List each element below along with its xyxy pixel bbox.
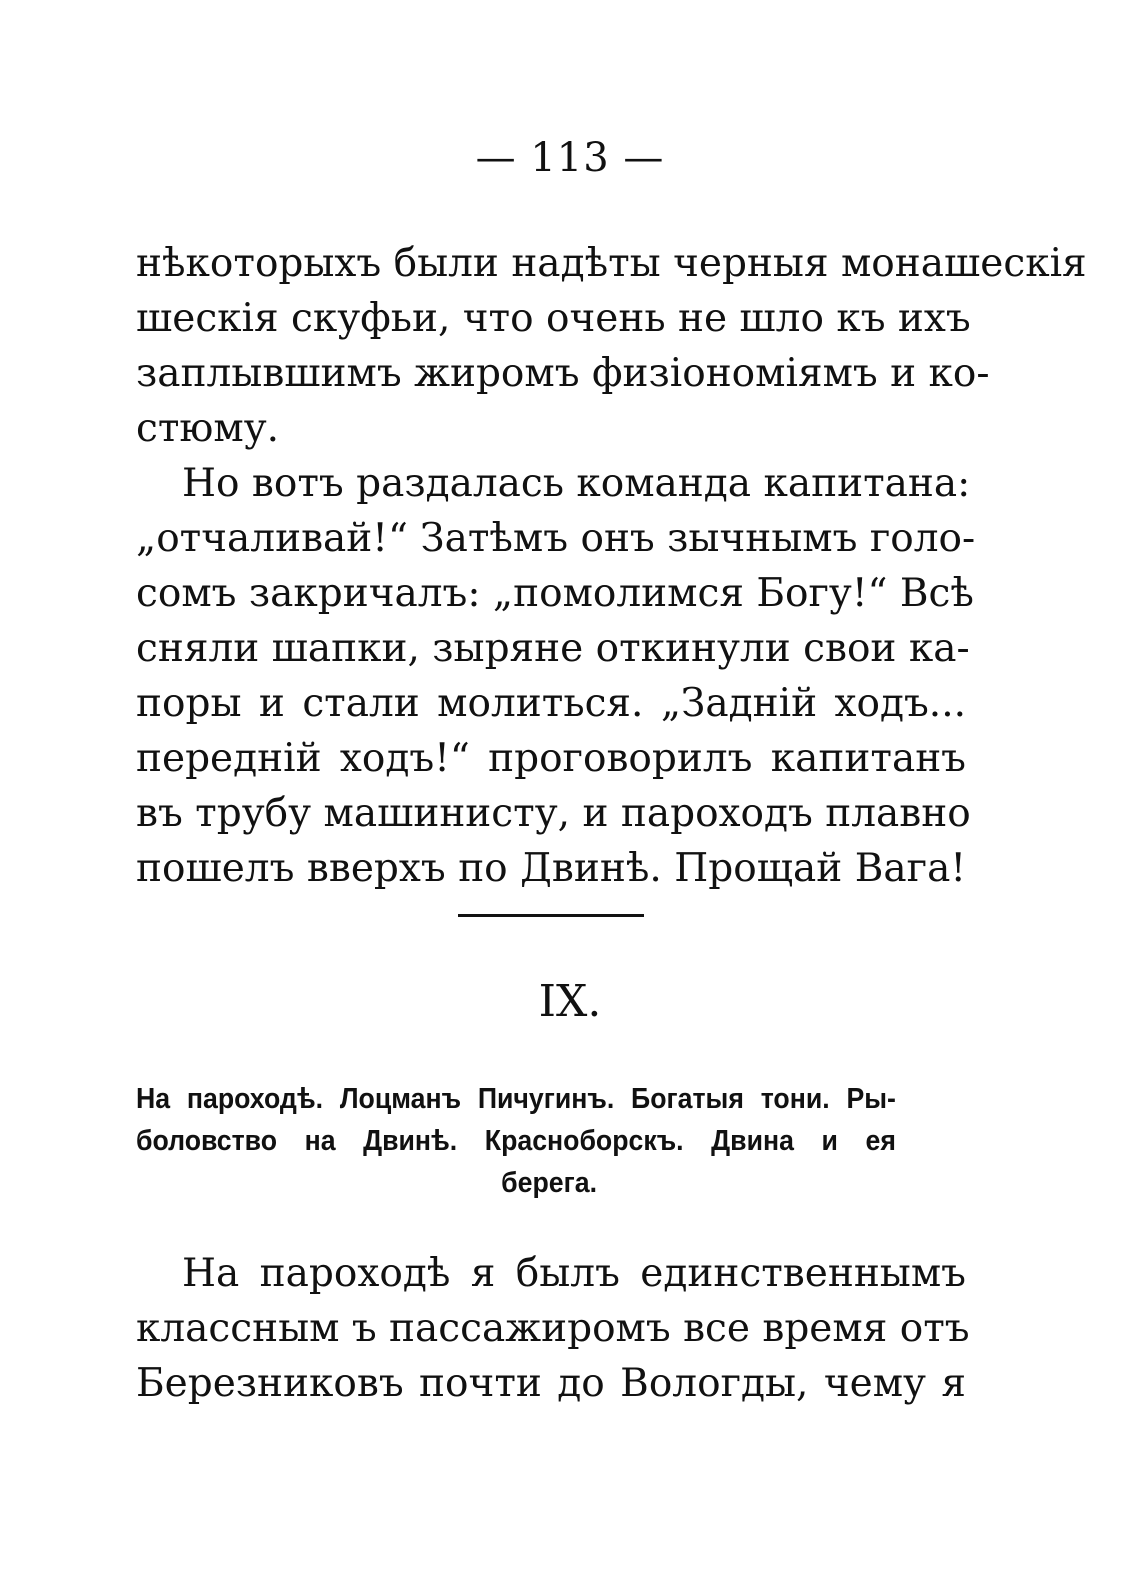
text-line: въ трубу машинисту, и пароходъ плавно bbox=[136, 791, 971, 836]
text-line: переднiй ходъ!“ проговорилъ капитанъ bbox=[136, 736, 966, 781]
text-line: На пароходѣ я былъ единственнымъ bbox=[182, 1251, 966, 1296]
text-line: Но вотъ раздалась команда капитана: bbox=[182, 461, 971, 506]
summary-line: На пароходѣ. Лоцманъ Пичугинъ. Богатыя тони. Ры- bbox=[136, 1083, 896, 1115]
text-line: „отчаливай!“ Затѣмъ онъ зычнымъ голо- bbox=[136, 516, 976, 561]
section-divider bbox=[458, 914, 644, 917]
text-line: классным ъ пассажиромъ все время отъ bbox=[136, 1306, 970, 1351]
text-line: нѣкоторыхъ были надѣты черныя монашескія bbox=[136, 241, 1087, 286]
text-line: пошелъ вверхъ по Двинѣ. Прощай Вага! bbox=[136, 846, 966, 891]
text-line: заплывшимъ жиромъ физіономіямъ и ко- bbox=[136, 351, 990, 396]
page-number: — 113 — bbox=[475, 135, 665, 181]
text-line: сняли шапки, зыряне откинули свои ка- bbox=[136, 626, 970, 671]
text-line: стюму. bbox=[136, 406, 280, 451]
text-line: шескія скуфьи, что очень не шло къ ихъ bbox=[136, 296, 971, 341]
text-line: Березниковъ почти до Вологды, чему я bbox=[136, 1361, 966, 1406]
chapter-number: IX. bbox=[538, 976, 602, 1027]
summary-line: боловство на Двинѣ. Красноборскъ. Двина и ея bbox=[136, 1125, 896, 1157]
text-line: поры и стали молиться. „Заднiй ходъ... bbox=[136, 681, 966, 726]
text-line: сомъ закричалъ: „помолимся Богу!“ Всѣ bbox=[136, 571, 974, 616]
summary-line: берега. bbox=[501, 1167, 597, 1199]
